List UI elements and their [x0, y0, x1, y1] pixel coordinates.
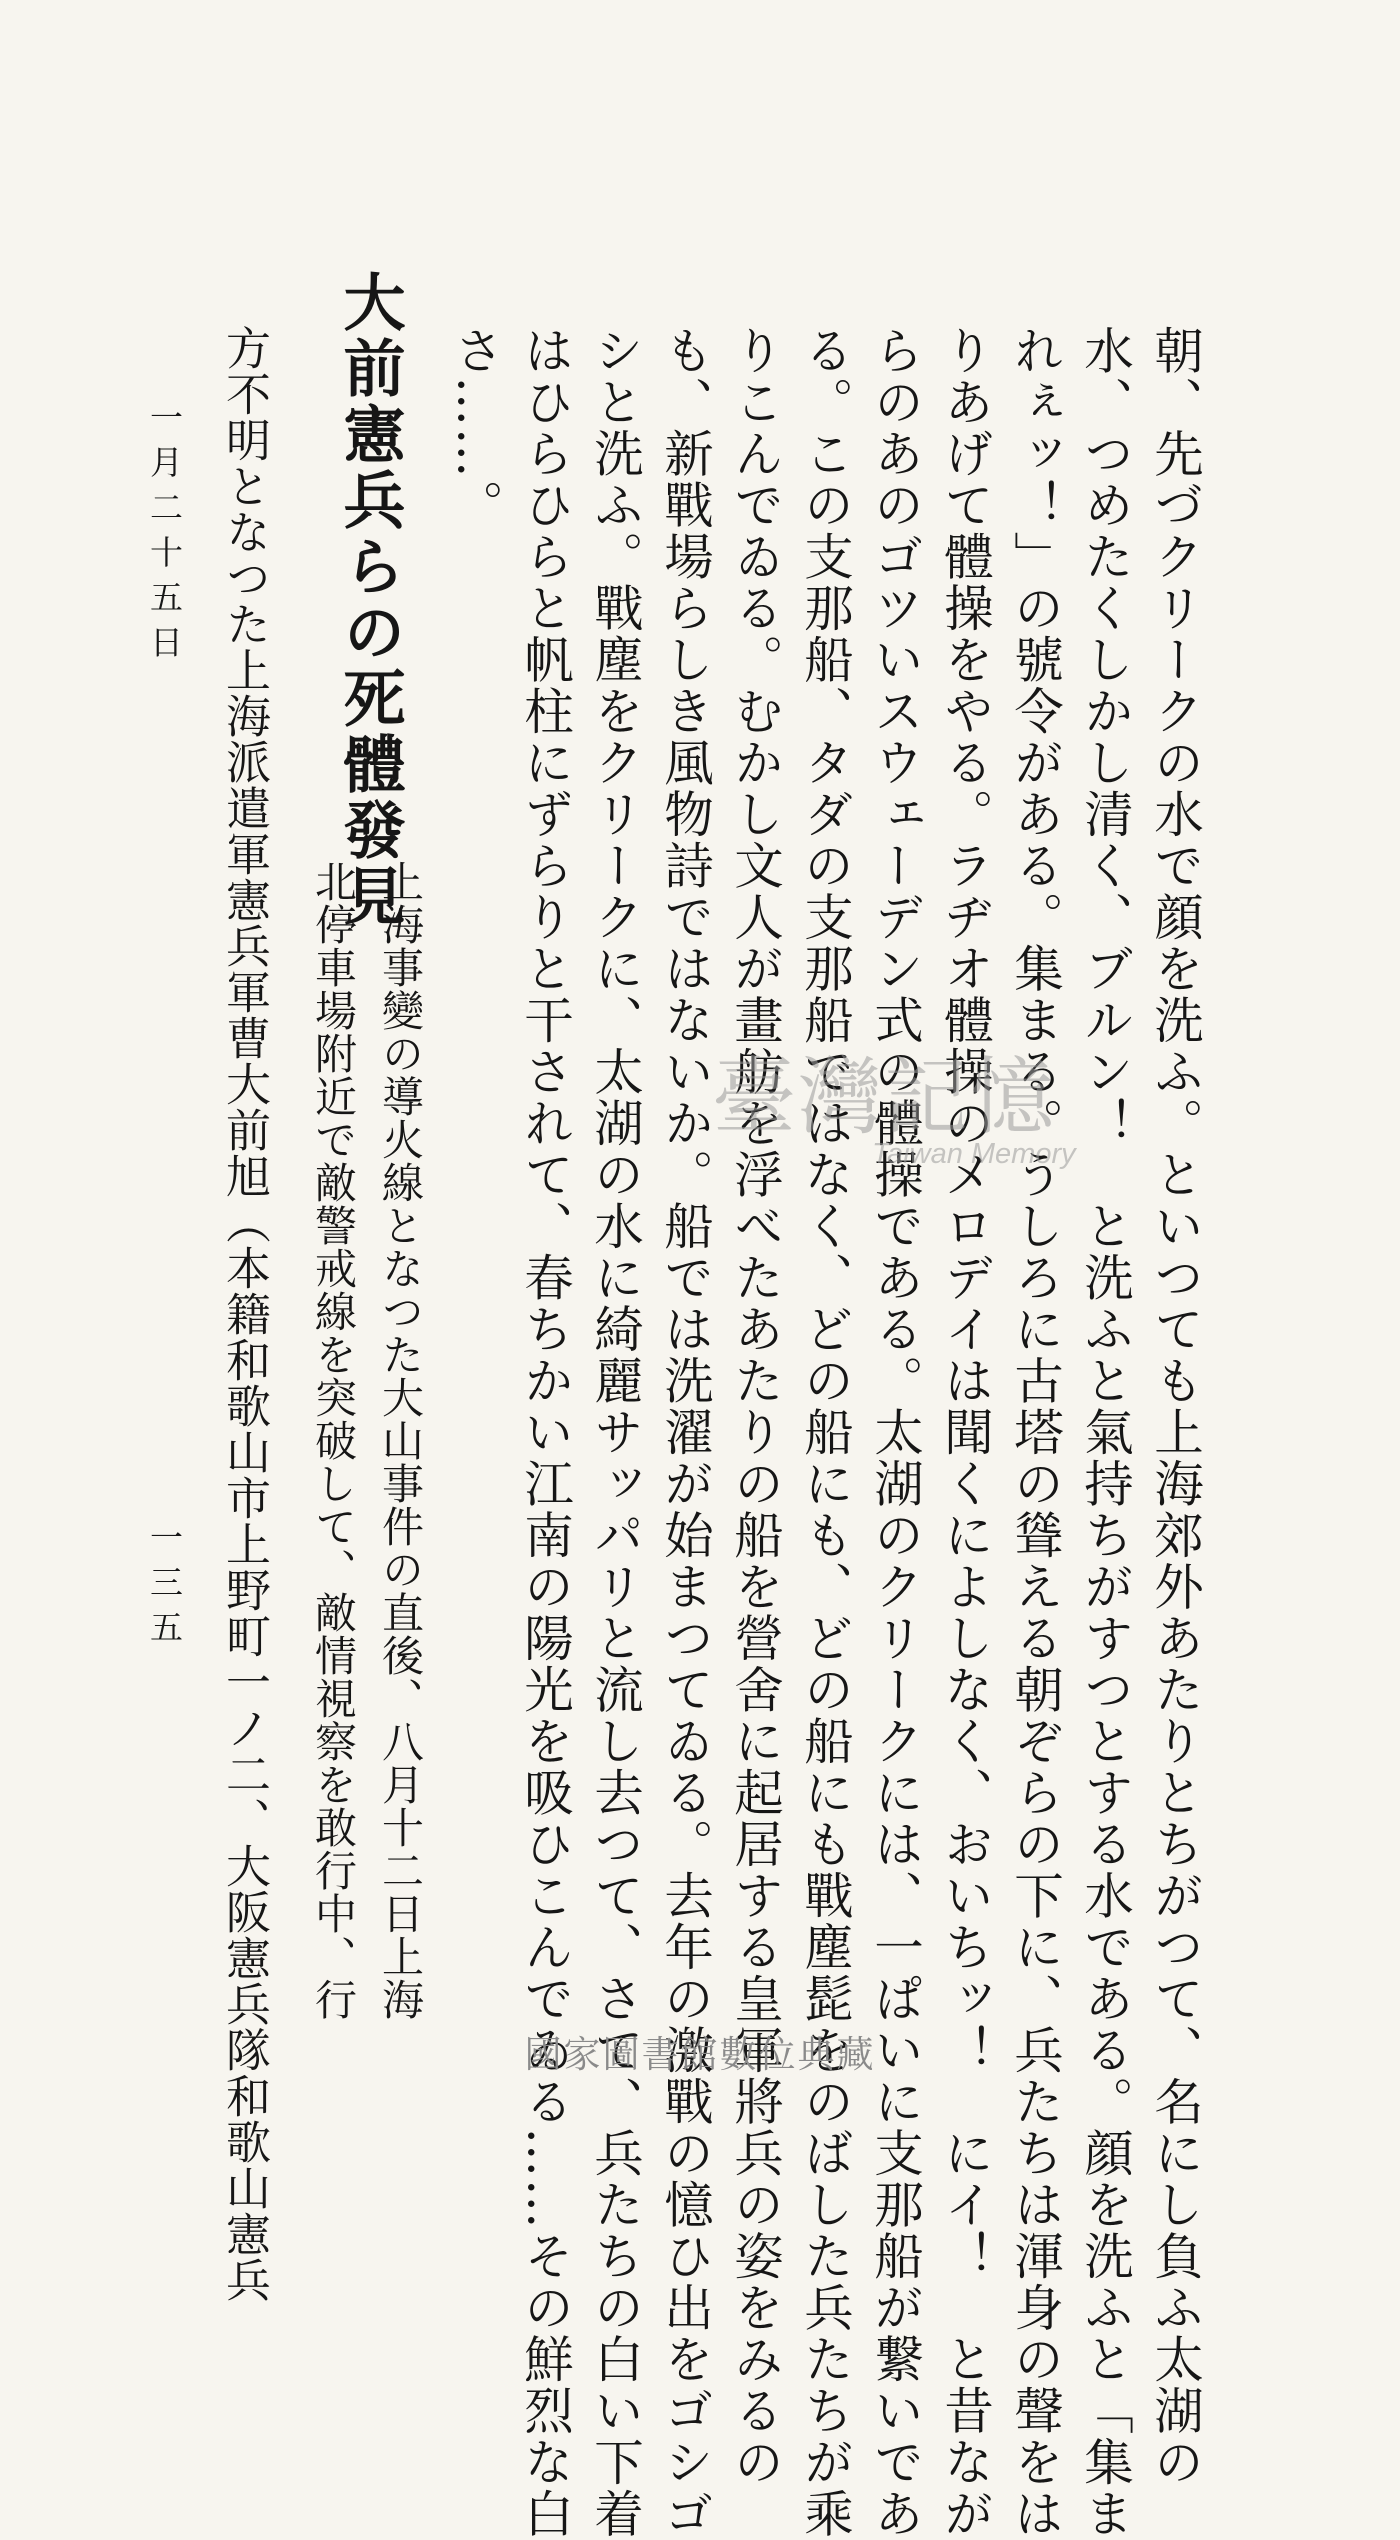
article-line: 水、つめたくしかし清く、ブルン！ と洗ふと氣持ちがすつとする水である。顔を洗ふと「集ま — [1076, 325, 1135, 2540]
article-line: 朝、先づクリークの水で顔を洗ふ。といつても上海郊外あたりとちがつて、名にし負ふ太湖の — [1146, 325, 1205, 2488]
article-line: はひらひらと帆柱にずらりと干されて、春ちかい江南の陽光を吸ひこんでゐる……その鮮烈な白 — [516, 325, 575, 2540]
article-line: りこんでゐる。むかし文人が畫舫を浮べたあたりの船を營舍に起居する皇軍將兵の姿をみるの — [726, 325, 785, 2488]
article-line: さ……。 — [446, 325, 505, 531]
article-line: らのあのゴツいスウェーデン式の體操である。太湖のクリークには、一ぱいに支那船が繋いであ — [866, 325, 925, 2540]
notice-line: 北停車場附近で敵警戒線を突破して、敵情視察を敢行中、行 — [309, 860, 358, 2021]
watermark-subtitle: Taiwan Memory — [872, 1138, 1076, 1170]
article-line: シと洗ふ。戰塵をクリークに、太湖の水に綺麗サッパリと流し去つて、さて、兵たちの白い下着 — [586, 325, 645, 2540]
library-footer: 國家圖書館數位典藏 — [524, 2033, 876, 2076]
section-heading: 大前憲兵らの死體發見 — [333, 270, 406, 930]
watermark-title: 臺灣記憶 — [712, 1048, 1057, 1146]
notice-line: 上海事變の導火線となつた大山事件の直後、八月十二日上海 — [376, 860, 425, 2021]
article-line: も、新戰場らしき風物詩ではないか。船では洗濯が始まつてゐる。去年の激戰の憶ひ出をゴシゴ — [656, 325, 715, 2540]
article-line: る。この支那船、タダの支那船ではなく、どの船にも、どの船にも戰塵髭をのばした兵たちが乘 — [796, 325, 855, 2540]
notice-line: 方不明となつた上海派遣軍憲兵軍曹大前旭（本籍和歌山市上野町一ノ二、大阪憲兵隊和歌山憲兵 — [218, 325, 271, 2303]
running-footer-date: 一月二十五日 — [145, 400, 184, 670]
article-line: りあげて體操をやる。ラヂオ體操のメロデイは聞くによしなく、おいちッ！ にイ！ と昔なが — [936, 325, 995, 2540]
page-number: 一三五 — [145, 1520, 184, 1655]
article-line: れぇッ！」の號令がある。集まる。うしろに古塔の聳える朝ぞらの下に、兵たちは渾身の聲をは — [1006, 325, 1065, 2540]
